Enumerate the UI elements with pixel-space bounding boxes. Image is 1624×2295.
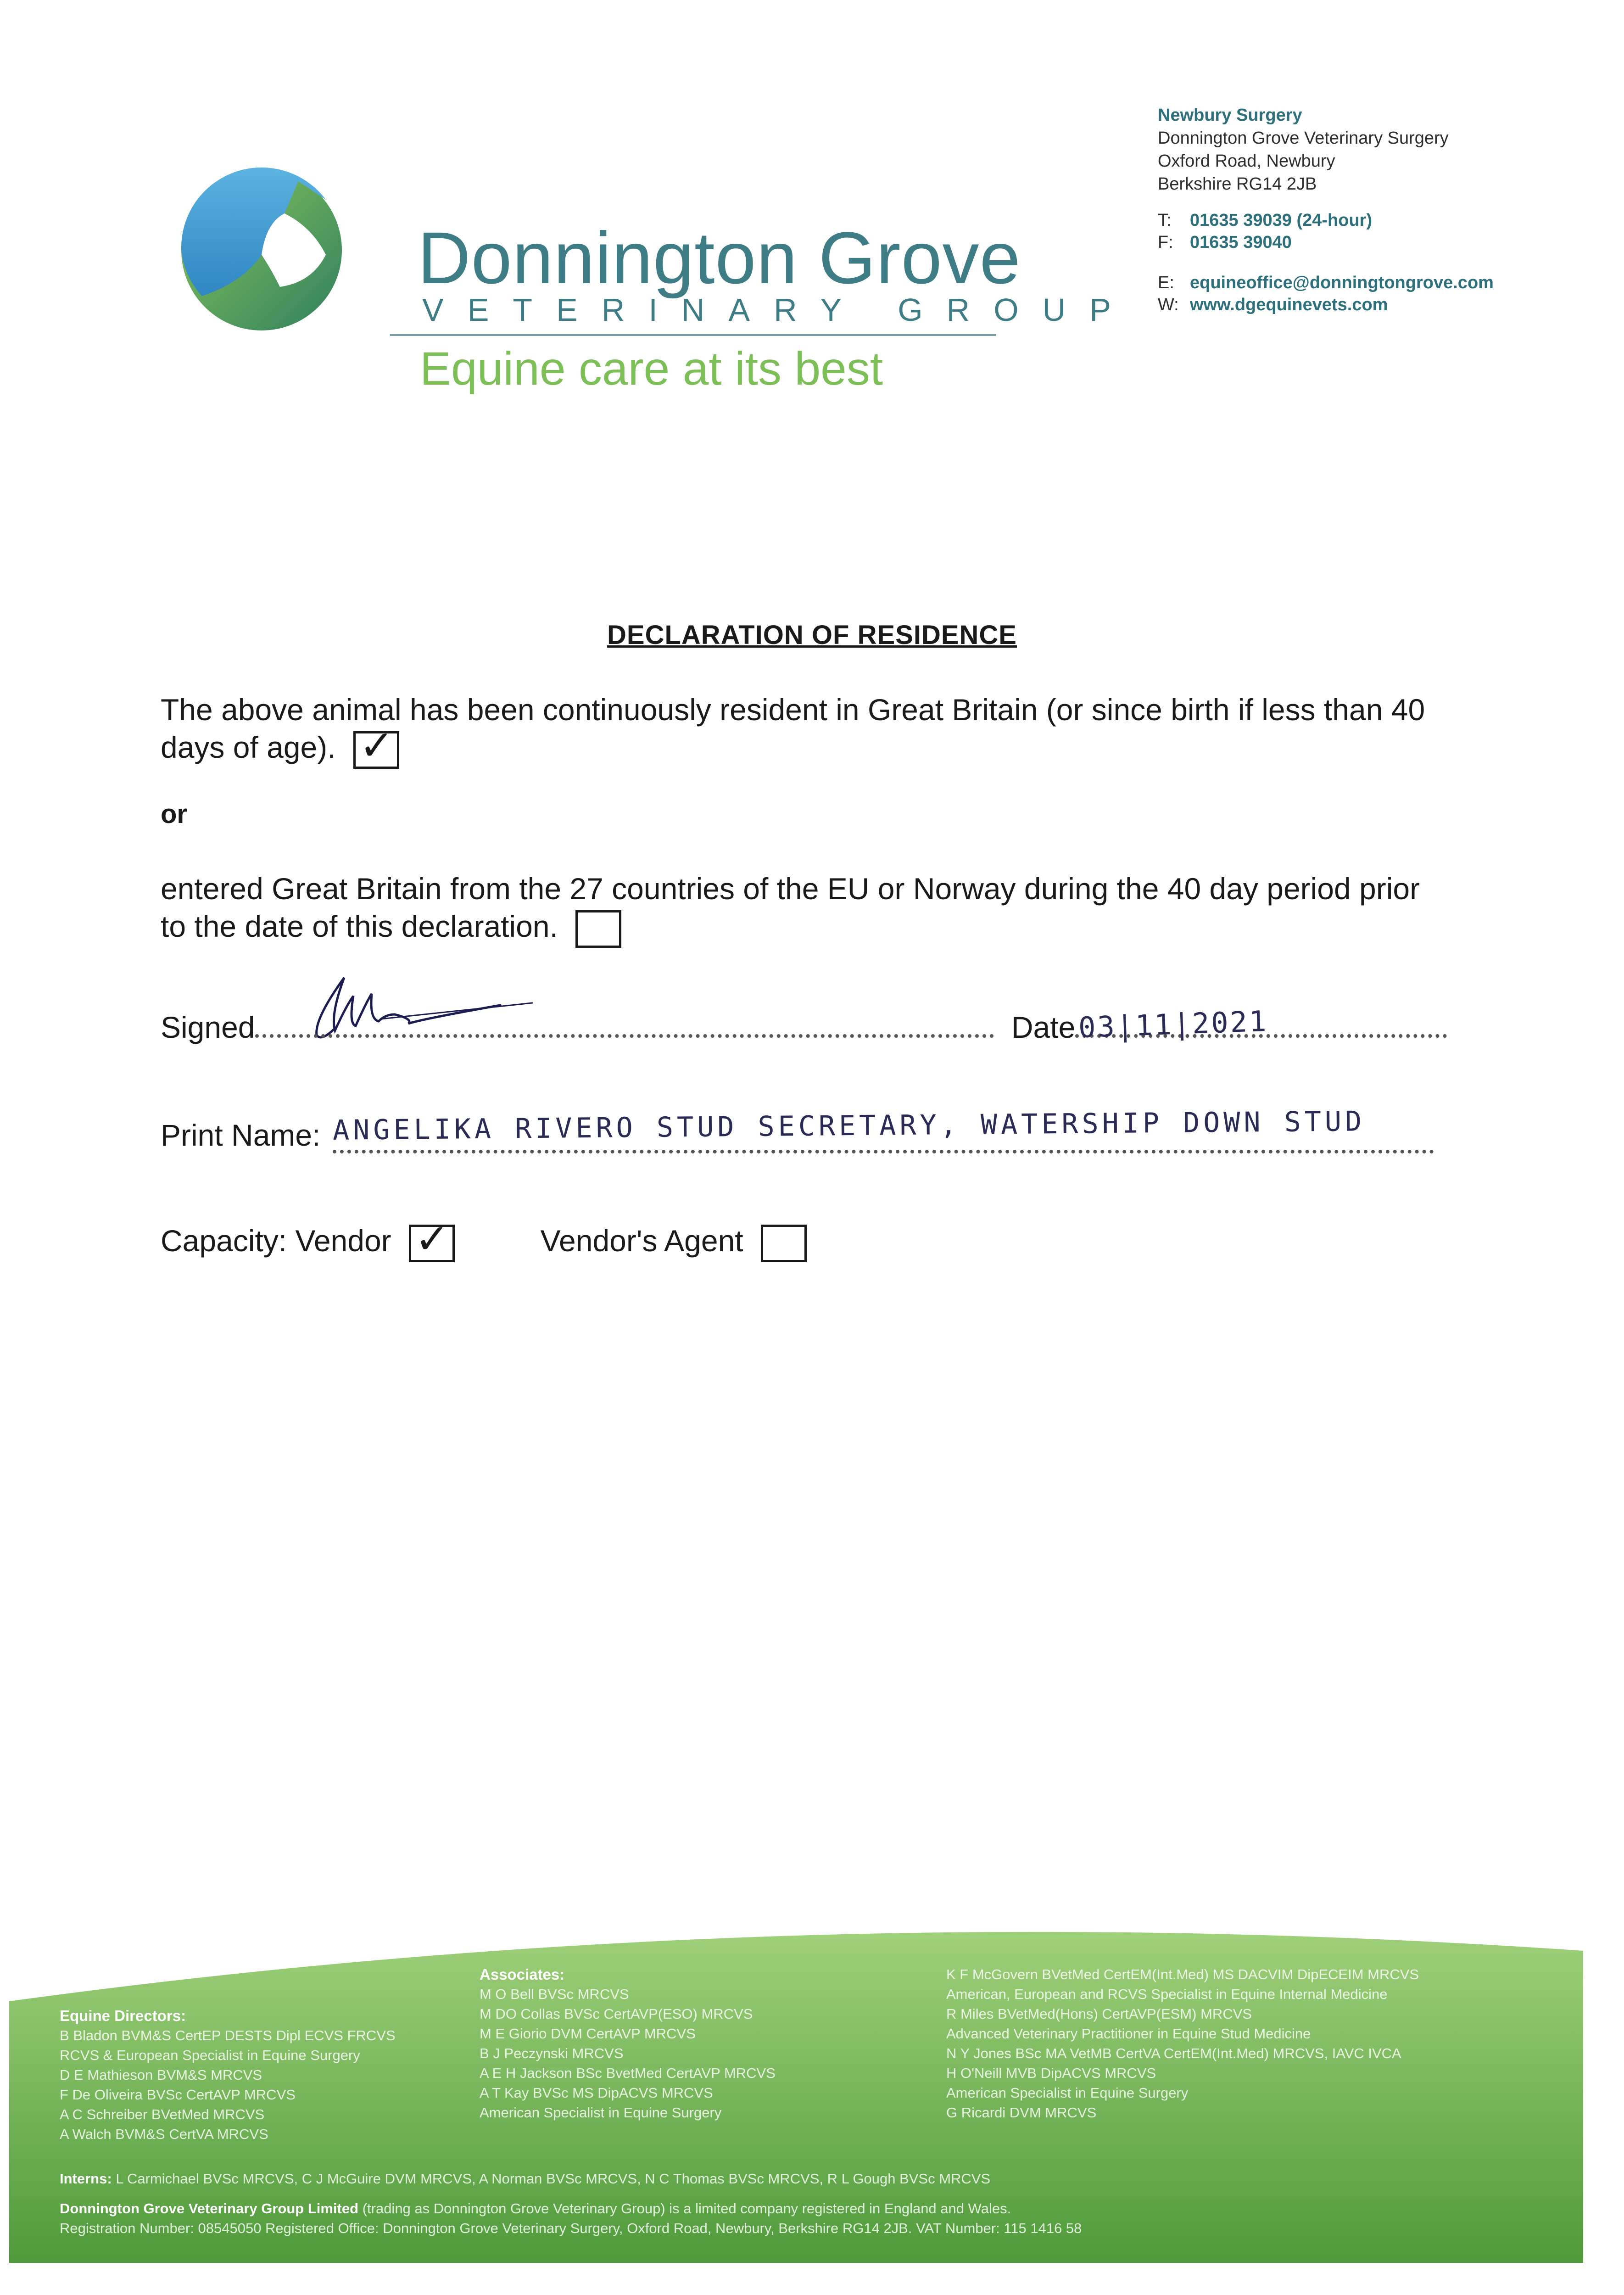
logo-title: Donnington Grove — [418, 217, 1021, 299]
fax-value: 01635 39040 — [1190, 233, 1292, 252]
print-name-label: Print Name: — [161, 1118, 321, 1152]
signature-line[interactable] — [255, 1034, 994, 1038]
vendor-checkbox[interactable] — [409, 1215, 455, 1263]
residence-text: The above animal has been continuously resident in Great Britain (or since birth if less than 40 days of age). — [161, 693, 1425, 764]
directors-heading: Equine Directors: — [60, 2007, 186, 2024]
entry-text: entered Great Britain from the 27 countries of the EU or Norway during the 40 day period prior to the date of this declaration. — [161, 872, 1420, 943]
associate-item: M E Giorio DVM CertAVP MRCVS — [480, 2026, 696, 2042]
entry-statement — [161, 870, 1445, 948]
associate-item: G Ricardi DVM MRCVS — [946, 2105, 1097, 2121]
associates-list — [480, 1965, 776, 2122]
director-item: B Bladon BVM&S CertEP DESTS Dipl ECVS FRCVS — [60, 2027, 396, 2043]
logo-horse-icon — [174, 163, 349, 333]
company-name: Donnington Grove Veterinary Group Limited — [60, 2200, 359, 2217]
interns-line — [60, 2169, 990, 2189]
associate-item: American, European and RCVS Specialist in Equine Internal Medicine — [946, 1986, 1388, 2002]
email-label: E: — [1158, 273, 1174, 292]
check-icon: ✓ — [359, 721, 394, 770]
phone-value: 01635 39039 (24-hour) — [1190, 211, 1373, 230]
contact-details — [1158, 209, 1494, 316]
address-line: Berkshire RG14 2JB — [1158, 174, 1317, 194]
associates-heading: Associates: — [480, 1966, 565, 1983]
interns-label: Interns: — [60, 2171, 112, 2187]
director-item: F De Oliveira BVSc CertAVP MRCVS — [60, 2087, 296, 2103]
logo-tagline: Equine care at its best — [420, 342, 883, 395]
print-name-line[interactable] — [333, 1150, 1434, 1153]
phone-label: T: — [1158, 211, 1172, 230]
entry-checkbox[interactable] — [575, 910, 621, 948]
capacity-row — [161, 1215, 807, 1263]
associate-item: American Specialist in Equine Surgery — [946, 2085, 1189, 2101]
logo-subtitle: VETERINARY GROUP — [422, 292, 1135, 328]
fax-label: F: — [1158, 233, 1173, 252]
associate-item: K F McGovern BVetMed CertEM(Int.Med) MS DACVIM DipECEIM MRCVS — [946, 1966, 1419, 1982]
vendors-agent-checkbox[interactable] — [761, 1225, 807, 1262]
website-label: W: — [1158, 295, 1179, 314]
company-info — [60, 2199, 1082, 2238]
associate-item: American Specialist in Equine Surgery — [480, 2105, 722, 2121]
interns-names: L Carmichael BVSc MRCVS, C J McGuire DVM MRCVS, A Norman BVSc MRCVS, N C Thomas BVSc MRCVS, R L Gough BVSc MRCVS — [116, 2171, 991, 2187]
associate-item: B J Peczynski MRCVS — [480, 2045, 624, 2061]
directors-list — [60, 2006, 396, 2144]
director-item: D E Mathieson BVM&S MRCVS — [60, 2067, 262, 2083]
associate-item: N Y Jones BSc MA VetMB CertVA CertEM(Int.Med) MRCVS, IAVC IVCA — [946, 2045, 1401, 2061]
director-item: RCVS & European Specialist in Equine Surgery — [60, 2047, 360, 2063]
associate-item: M DO Collas BVSc CertAVP(ESO) MRCVS — [480, 2006, 753, 2022]
date-value: 03|11|2021 — [1077, 1004, 1269, 1045]
associate-item: M O Bell BVSc MRCVS — [480, 1986, 629, 2002]
or-label: or — [161, 799, 187, 829]
director-item: A C Schreiber BVetMed MRCVS — [60, 2106, 265, 2122]
surgery-address — [1158, 104, 1449, 196]
associate-item: A T Kay BVSc MS DipACVS MRCVS — [480, 2085, 713, 2101]
surgery-name: Newbury Surgery — [1158, 106, 1302, 125]
declaration-heading: DECLARATION OF RESIDENCE — [607, 620, 1017, 650]
associate-item: Advanced Veterinary Practitioner in Equine Stud Medicine — [946, 2026, 1311, 2042]
company-status: (trading as Donnington Grove Veterinary Group) is a limited company registered in England and Wales. — [362, 2200, 1011, 2217]
registration-info: Registration Number: 08545050 Registered Office: Donnington Grove Veterinary Surgery, Oxford Road, Newbury, Berkshire RG14 2JB. VAT Number: 115 1416 58 — [60, 2220, 1082, 2236]
residence-checkbox[interactable] — [353, 721, 399, 770]
residence-statement — [161, 691, 1445, 769]
associate-item: R Miles BVetMed(Hons) CertAVP(ESM) MRCVS — [946, 2006, 1252, 2022]
vendors-agent-label: Vendor's Agent — [540, 1224, 743, 1258]
associates-list-2 — [946, 1965, 1419, 2122]
address-line: Donnington Grove Veterinary Surgery — [1158, 129, 1449, 148]
print-name-value: ANGELIKA RIVERO STUD SECRETARY, WATERSHIP DOWN STUD — [332, 1105, 1366, 1147]
capacity-vendor-label: Capacity: Vendor — [161, 1224, 391, 1258]
associate-item: A E H Jackson BSc BvetMed CertAVP MRCVS — [480, 2065, 776, 2081]
email-value: equineoffice@donningtongrove.com — [1190, 273, 1494, 292]
logo-divider — [390, 334, 996, 336]
director-item: A Walch BVM&S CertVA MRCVS — [60, 2126, 268, 2142]
website-value: www.dgequinevets.com — [1190, 295, 1388, 314]
date-label: Date — [1011, 1010, 1076, 1044]
address-line: Oxford Road, Newbury — [1158, 151, 1335, 171]
check-icon: ✓ — [414, 1215, 450, 1263]
signed-label: Signed — [161, 1010, 255, 1044]
associate-item: H O'Neill MVB DipACVS MRCVS — [946, 2065, 1156, 2081]
